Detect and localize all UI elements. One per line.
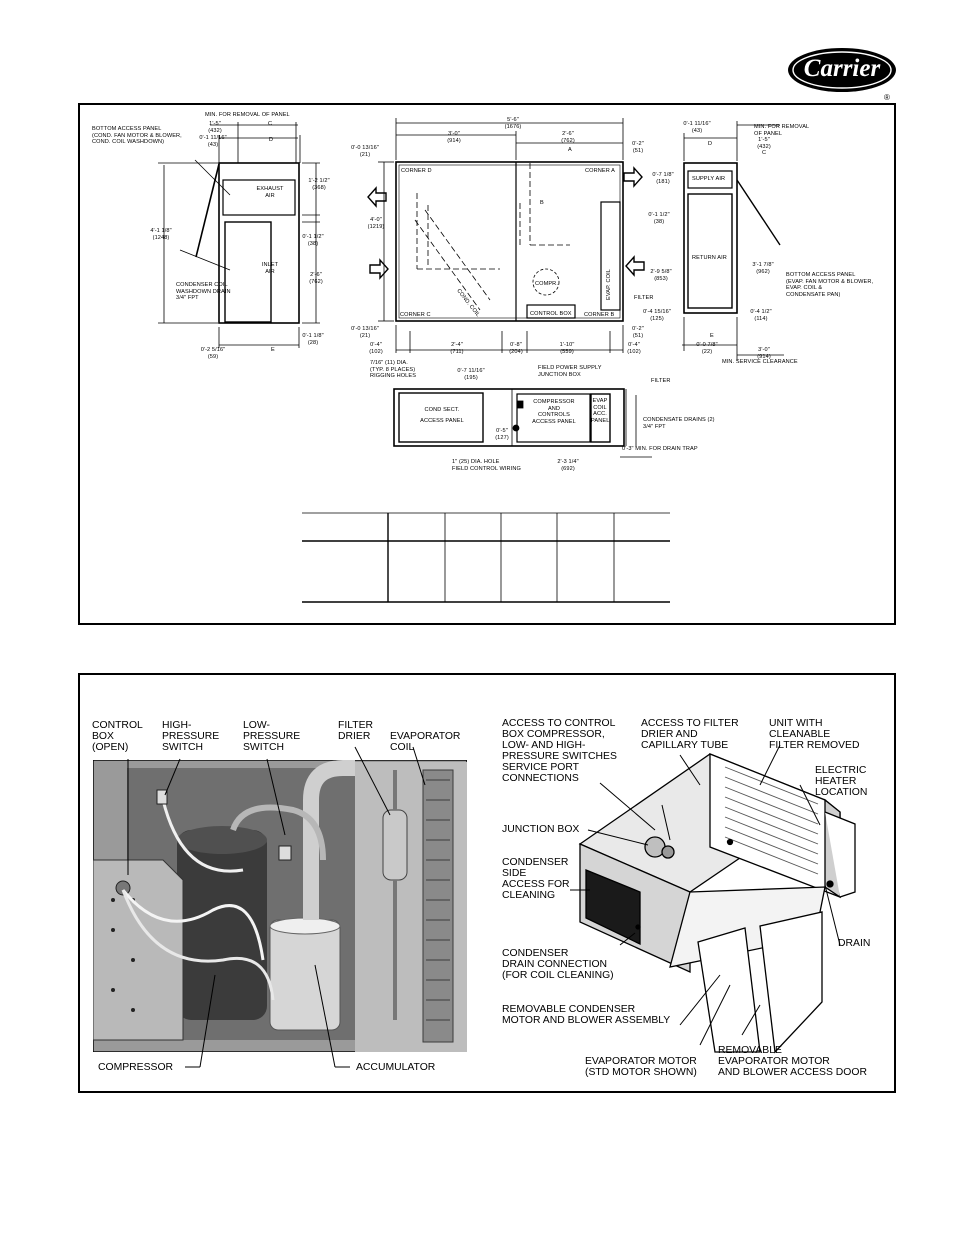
left-min-removal: MIN. FOR REMOVAL OF PANEL <box>205 112 290 118</box>
corner-c: CORNER C <box>400 312 431 318</box>
front-w1: 3'-0" (914) <box>447 131 461 144</box>
right-d7: 0'-4 15/16" (125) <box>643 309 671 322</box>
label-access-control-box: ACCESS TO CONTROL BOX COMPRESSOR, LOW- AND HIGH- PRESSURE SWITCHES SERVICE PORT CONNECTIONS <box>502 718 617 784</box>
label-evaporator-coil: EVAPORATOR COIL <box>390 731 461 753</box>
right-c: C <box>762 150 767 156</box>
front-b3: 0'-8" (204) <box>509 342 523 355</box>
corner-a: CORNER A <box>585 168 616 174</box>
left-inlet: INLET AIR <box>261 262 279 275</box>
right-e: E <box>710 333 714 339</box>
front-b1: 0'-4" (102) <box>369 342 383 355</box>
control-wiring-hole: 1" (25) DIA. HOLE FIELD CONTROL WIRING <box>452 459 521 472</box>
label-junction-box: JUNCTION BOX <box>502 824 580 835</box>
right-d6: 3'-1 7/8" (962) <box>752 262 774 275</box>
front-h1: 0'-0 13/16" (21) <box>351 145 379 158</box>
service-clearance: MIN. SERVICE CLEARANCE <box>722 359 798 365</box>
label-evaporator-motor: EVAPORATOR MOTOR (STD MOTOR SHOWN) <box>585 1056 697 1078</box>
left-height: 4'-1 1/8" (1248) <box>150 228 172 241</box>
right-d10: 3'-0" (914) <box>757 347 771 360</box>
front-b2: 2'-4" (711) <box>450 342 464 355</box>
cond-sect-panel: COND SECT. ACCESS PANEL <box>420 407 464 424</box>
front-h3: 0'-0 13/16" (21) <box>351 326 379 339</box>
corner-b: CORNER B <box>584 312 615 318</box>
carrier-logo <box>786 46 898 94</box>
right-d: D <box>708 141 713 147</box>
compr-label: COMPR. <box>535 281 558 287</box>
left-dim-6: 0'-1 1/8" (28) <box>302 333 324 346</box>
left-bottom-panel: BOTTOM ACCESS PANEL (COND. FAN MOTOR & BLOWER, COND. COIL WASHDOWN) <box>92 126 182 146</box>
left-dim-5: 2'-6" (762) <box>309 272 323 285</box>
front-b: B <box>540 200 544 206</box>
cond-coil-label: COND. COIL <box>455 288 481 319</box>
registered-mark: ® <box>884 93 890 102</box>
front-b4: 1'-10" (559) <box>559 342 575 355</box>
label-drain: DRAIN <box>838 938 871 949</box>
left-washdown: CONDENSER COIL WASHDOWN DRAIN 3/4" FPT <box>176 282 231 302</box>
evap-coil-label: EVAP. COIL <box>606 269 612 300</box>
label-removable-condenser: REMOVABLE CONDENSER MOTOR AND BLOWER ASSEMBLY <box>502 1004 671 1026</box>
left-dim-1: 1'-5" (432) <box>208 121 222 134</box>
filter-label: FILTER <box>634 295 654 301</box>
plan-t1: 0'-7 11/16" (195) <box>457 368 485 381</box>
left-exhaust: EXHAUST AIR <box>256 186 284 199</box>
left-dim-d: D <box>269 137 274 143</box>
drain-trap: 0'-3" MIN. FOR DRAIN TRAP <box>622 446 698 452</box>
right-min-removal: MIN. FOR REMOVAL OF PANEL <box>754 124 810 137</box>
front-w2: 2'-6" (762) <box>561 131 575 144</box>
label-condenser-drain: CONDENSER DRAIN CONNECTION (FOR COIL CLEANING) <box>502 948 614 981</box>
right-d9: 0'-0 7/8" (22) <box>696 342 718 355</box>
label-low-pressure: LOW- PRESSURE SWITCH <box>243 720 301 753</box>
control-box-label: CONTROL BOX <box>530 311 572 317</box>
plan-t3: 2'-3 1/4" (692) <box>557 459 579 472</box>
front-width: 5'-6" (1676) <box>504 117 522 130</box>
label-condenser-side: CONDENSER SIDE ACCESS FOR CLEANING <box>502 857 570 901</box>
right-d2: 1'-5" (432) <box>757 137 771 150</box>
logo-wordmark: Carrier <box>803 55 881 82</box>
front-r1: 0'-2" (51) <box>632 326 644 339</box>
left-dim-7: 0'-2 5/16" (59) <box>200 347 226 360</box>
right-d5: 2'-9 5/8" (853) <box>650 269 672 282</box>
plan-filter: FILTER <box>651 378 671 384</box>
rigging-holes: 7/16" (11) DIA. (TYP. 8 PLACES) RIGGING HOLES <box>370 360 417 380</box>
evap-coil-panel: EVAP COIL ACC. PANEL <box>591 398 610 424</box>
right-d4: 0'-1 1/2" (38) <box>648 212 670 225</box>
corner-d: CORNER D <box>401 168 432 174</box>
front-b5: 0'-4" (102) <box>627 342 641 355</box>
front-w3: 0'-2" (51) <box>632 141 644 154</box>
supply-air: SUPPLY AIR <box>692 176 726 182</box>
right-d8: 0'-4 1/2" (114) <box>750 309 772 322</box>
label-removable-evap-door: REMOVABLE EVAPORATOR MOTOR AND BLOWER ACCESS DOOR <box>718 1045 867 1078</box>
label-accumulator: ACCUMULATOR <box>356 1062 436 1073</box>
front-a: A <box>568 147 572 153</box>
comp-ctrl-panel: COMPRESSOR AND CONTROLS ACCESS PANEL <box>532 399 576 425</box>
right-bottom-panel: BOTTOM ACCESS PANEL (EVAP. FAN MOTOR & BLOWER, EVAP. COIL & CONDENSATE PAN) <box>786 272 874 298</box>
label-high-pressure: HIGH- PRESSURE SWITCH <box>162 720 220 753</box>
label-unit-filter-removed: UNIT WITH CLEANABLE FILTER REMOVED <box>769 718 860 751</box>
plan-t2: 0'-5" (127) <box>495 428 509 441</box>
left-dim-e: E <box>271 347 275 353</box>
right-d3: 0'-7 1/8" (181) <box>652 172 674 185</box>
label-access-filter-drier: ACCESS TO FILTER DRIER AND CAPILLARY TUBE <box>641 718 739 751</box>
return-air: RETURN AIR <box>692 255 727 261</box>
condensate-drains: CONDENSATE DRAINS (2) 3/4" FPT <box>643 417 715 430</box>
label-filter-drier: FILTER DRIER <box>338 720 374 742</box>
field-power: FIELD POWER SUPPLY JUNCTION BOX <box>538 365 602 378</box>
left-dim-3: 1'-2 1/2" (368) <box>308 178 330 191</box>
front-h2: 4'-0" (1219) <box>367 217 385 230</box>
left-dim-4: 0'-1 1/2" (38) <box>302 234 324 247</box>
label-control-box: CONTROL BOX (OPEN) <box>92 720 143 753</box>
left-dim-c: C <box>268 121 273 127</box>
label-compressor: COMPRESSOR <box>98 1062 174 1073</box>
label-electric-heater: ELECTRIC HEATER LOCATION <box>815 765 868 798</box>
right-d1: 0'-1 11/16" (43) <box>683 121 711 134</box>
left-dim-2: 0'-1 11/16" (43) <box>199 135 227 148</box>
